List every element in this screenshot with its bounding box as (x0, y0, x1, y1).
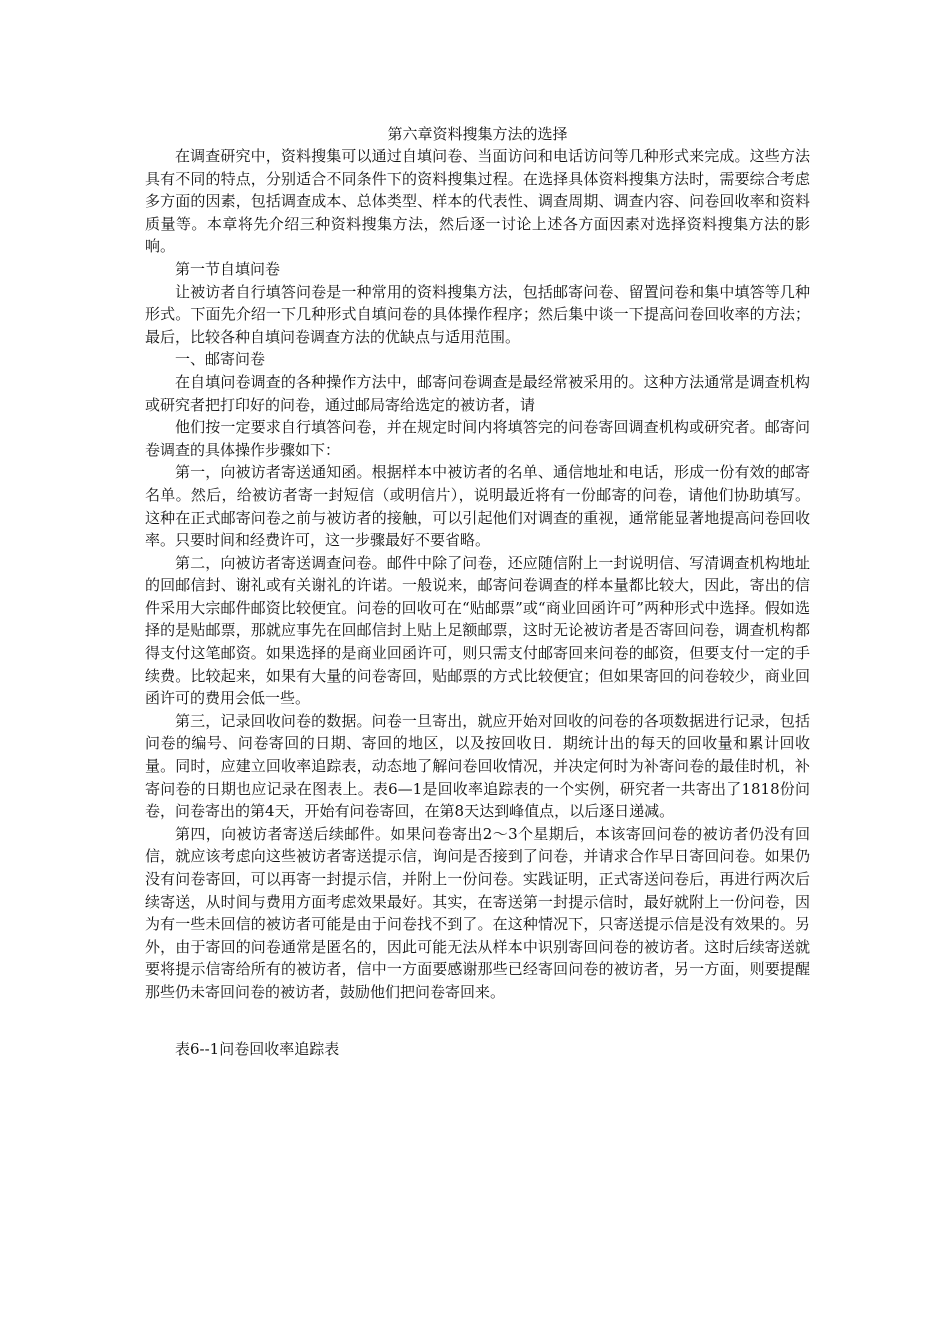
subsection-heading: 一、邮寄问卷 (175, 350, 266, 369)
chapter-title: 第六章资料搜集方法的选择 (387, 125, 568, 143)
section-heading: 第一节自填问卷 (175, 259, 281, 278)
mail-survey-steps-paragraph: 他们按一定要求自行填答问卷，并在规定时间内将填答完的问卷寄回调查机构或研究者。邮寄问卷调查的具体操作步骤如下： (145, 418, 810, 459)
step-two-paragraph: 第二，向被访者寄送调查问卷。邮件中除了问卷，还应随信附上一封说明信、写清调查机构地址的回邮信封、谢礼或有关谢礼的许诺。一般说来，邮寄问卷调查的样本量都比较大，因此，寄出的信件采用大宗邮件邮资比较便宜。问卷的回收可在“贴邮票”或“商业回函许可”两种形式中选择。假如选择的是贴邮票，那就应事先在回邮信封上贴上足额邮票，这时无论被访者是否寄回问卷，调查机构都得支付这笔邮资。如果选择的是商业回函许可，则只需支付邮寄回来问卷的邮资，但要支付一定的手续费。比较起来，如果有大量的问卷寄回，贴邮票的方式比较便宜；但如果寄回的问卷较少，商业回函许可的费用会低一些。 (145, 553, 810, 708)
mail-survey-paragraph: 在自填问卷调查的各种操作方法中，邮寄问卷调查是最经常被采用的。这种方法通常是调查机构或研究者把打印好的问卷，通过邮局寄给选定的被访者，请 (145, 372, 810, 414)
section-intro-paragraph: 让被访者自行填答问卷是一种常用的资料搜集方法，包括邮寄问卷、留置问卷和集中填答等几种形式。下面先介绍一下几种形式自填问卷的具体操作程序；然后集中谈一下提高问卷回收率的方法；最后，比较各种自填问卷调查方法的优缺点与适用范围。 (145, 282, 810, 346)
step-four-paragraph: 第四，向被访者寄送后续邮件。如果问卷寄出2～3个星期后，本该寄回问卷的被访者仍没有回信，就应该考虑向这些被访者寄送提示信，询问是否接到了问卷，并请求合作早日寄回问卷。如果仍没有问卷寄回，可以再寄一封提示信，并附上一份问卷。实践证明，正式寄送问卷后，再进行两次后续寄送，从时间与费用方面考虑效果最好。其实，在寄送第一封提示信时，最好就附上一份问卷，因为有一些未回信的被访者可能是由于问卷找不到了。在这种情况下，只寄送提示信是没有效果的。另外，由于寄回的问卷通常是匿名的，因此可能无法从样本中识别寄回问卷的被访者。这时后续寄送就要将提示信寄给所有的被访者，信中一方面要感谢那些已经寄回问卷的被访者，另一方面，则要提醒那些仍未寄回问卷的被访者，鼓励他们把问卷寄回来。 (145, 824, 810, 1001)
document-page (145, 123, 810, 1060)
table-caption: 表6--1问卷回收率追踪表 (175, 1039, 340, 1058)
intro-paragraph: 在调查研究中，资料搜集可以通过自填问卷、当面访问和电话访问等几种形式来完成。这些方法具有不同的特点，分别适合不同条件下的资料搜集过程。在选择具体资料搜集方法时，需要综合考虑多方面的因素，包括调查成本、总体类型、样本的代表性、调查周期、调查内容、问卷回收率和资料质量等。本章将先介绍三种资料搜集方法，然后逐一讨论上述各方面因素对选择资料搜集方法的影响。 (145, 147, 810, 256)
step-one-paragraph: 第一，向被访者寄送通知函。根据样本中被访者的名单、通信地址和电话，形成一份有效的邮寄名单。然后，给被访者寄一封短信（或明信片），说明最近将有一份邮寄的问卷，请他们协助填写。这种在正式邮寄问卷之前与被访者的接触，可以引起他们对调查的重视，通常能显著地提高问卷回收率。只要时间和经费许可，这一步骤最好不要省略。 (145, 463, 810, 550)
step-three-paragraph: 第三，记录回收问卷的数据。问卷一旦寄出，就应开始对回收的问卷的各项数据进行记录，包括问卷的编号、问卷寄回的日期、寄回的地区，以及按回收日．期统计出的每天的回收量和累计回收量。同时，应建立回收率追踪表，动态地了解问卷回收情况，并决定何时为补寄问卷的最佳时机，补寄问卷的日期也应记录在图表上。表6—1是回收率追踪表的一个实例，研究者一共寄出了1818份问卷，问卷寄出的第4天，开始有问卷寄回，在第8天达到峰值点，以后逐日递减。 (145, 711, 810, 821)
